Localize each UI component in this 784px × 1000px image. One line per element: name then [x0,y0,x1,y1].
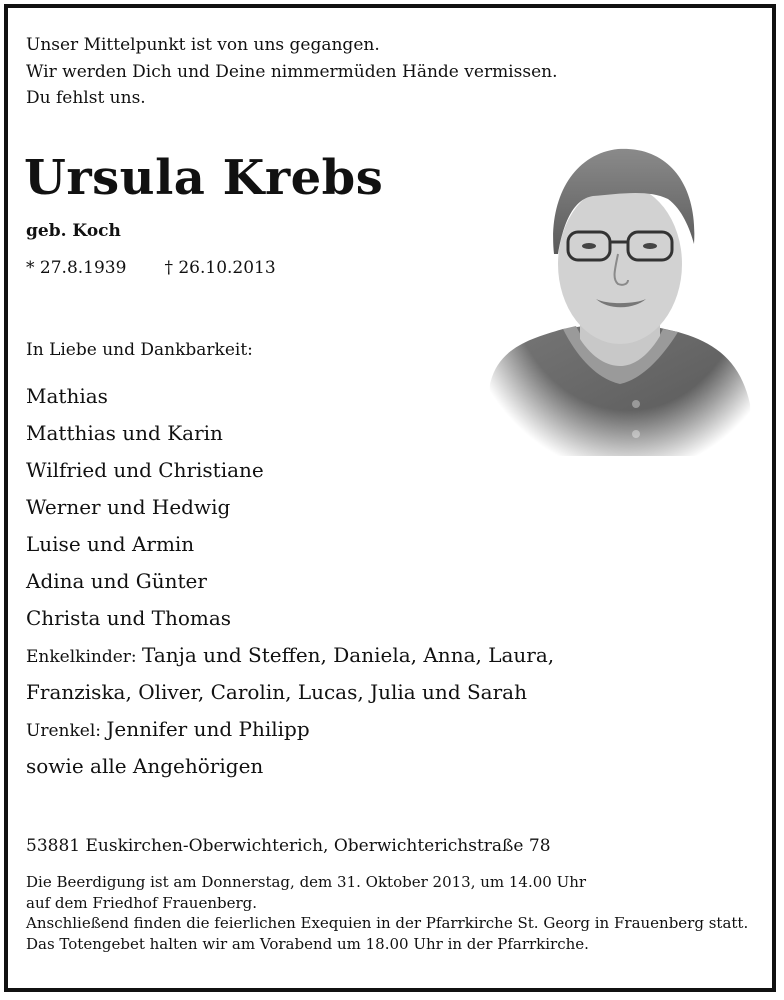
family-names: Wilfried und Christiane [26,458,264,482]
family-row [26,639,554,676]
family-row [26,380,554,417]
family-row [26,417,554,454]
birth-date: * 27.8.1939 [26,258,127,278]
intro-line: Du fehlst uns. [26,88,146,108]
intro-line: Unser Mittelpunkt ist von uns gegangen. [26,35,380,55]
family-names: Werner und Hedwig [26,495,231,519]
family-row [26,750,554,787]
deceased-name: Ursula Krebs [24,150,384,206]
notice-line: auf dem Friedhof Frauenberg. [26,893,257,912]
family-row [26,676,554,713]
family-row [26,491,554,528]
family-row [26,454,554,491]
family-names: Adina und Günter [26,569,207,593]
family-list [26,380,554,787]
family-names: Tanja und Steffen, Daniela, Anna, Laura, [142,643,555,667]
family-names: Christa und Thomas [26,606,232,630]
maiden-name: geb. Koch [26,221,121,241]
family-prefix: Urenkel: [26,721,107,741]
family-prefix: Enkelkinder: [26,647,143,667]
notice-line: Anschließend finden die feierlichen Exequien in der Pfarrkirche St. Georg in Frauenberg statt. [26,914,749,932]
death-date: † 26.10.2013 [164,258,276,278]
family-row [26,602,554,639]
thanks-line: In Liebe und Dankbarkeit: [26,340,253,360]
family-names: Franziska, Oliver, Carolin, Lucas, Julia und Sarah [26,680,527,704]
funeral-notice [26,872,748,954]
family-names: Jennifer und Philipp [106,717,310,741]
family-names: Matthias und Karin [26,421,223,445]
family-address: 53881 Euskirchen-Oberwichterich, Oberwichterichstraße 78 [26,836,551,856]
life-dates [26,258,276,278]
notice-line: Das Totengebet halten wir am Vorabend um 18.00 Uhr in der Pfarrkirche. [26,934,589,953]
family-names: Luise und Armin [26,532,195,556]
family-row [26,565,554,602]
family-row [26,528,554,565]
family-names: Mathias [26,384,108,408]
family-row [26,713,554,750]
family-names: sowie alle Angehörigen [26,754,264,778]
intro-line: Wir werden Dich und Deine nimmermüden Hände vermissen. [26,61,558,82]
notice-line: Die Beerdigung ist am Donnerstag, dem 31. Oktober 2013, um 14.00 Uhr [26,873,587,891]
intro-text [26,32,557,112]
